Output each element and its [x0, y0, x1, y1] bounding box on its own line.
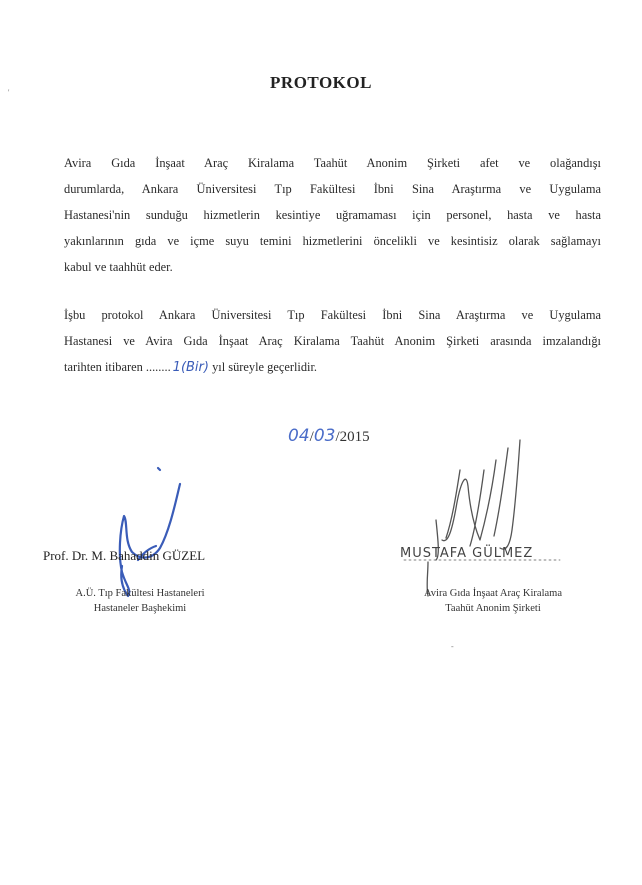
- left-signatory-organization: [55, 586, 225, 616]
- document-title: PROTOKOL: [270, 73, 372, 92]
- validity-suffix: yıl süreyle geçerlidir.: [208, 360, 318, 374]
- left-signature: [120, 468, 180, 596]
- paragraph-line: kabul ve taahhüt eder.: [64, 260, 173, 274]
- paragraph-line: Avira Gıda İnşaat Araç Kiralama Taahüt Anonim Şirketi afet ve olağandışı: [64, 156, 601, 170]
- right-signatory-organization: [408, 586, 578, 616]
- right-signatory-handwritten-name: MUSTAFA GÜLMEZ: [400, 546, 534, 561]
- right-org-line: Taahüt Anonim Şirketi: [445, 603, 541, 614]
- date-month: 03: [313, 426, 336, 446]
- scan-mark: ': [8, 88, 10, 97]
- paragraph-line: Hastanesi'nin sunduğu hizmetlerin kesintiye uğramaması için personel, hasta ve hasta: [64, 208, 601, 222]
- validity-prefix: tarihten itibaren ........: [64, 360, 171, 374]
- paragraph-line: Hastanesi ve Avira Gıda İnşaat Araç Kiralama Taahüt Anonim Şirketi arasında imzalandığı: [64, 334, 601, 348]
- left-signatory-name: Prof. Dr. M. Bahaddin GÜZEL: [43, 548, 206, 563]
- date-separator: /: [335, 429, 340, 445]
- left-org-line: Hastaneler Başhekimi: [93, 603, 187, 614]
- date-year: 2015: [339, 429, 370, 445]
- paragraph-line: İşbu protokol Ankara Üniversitesi Tıp Fakültesi İbni Sina Araştırma ve Uygulama: [64, 308, 601, 322]
- date-day: 04: [288, 426, 310, 446]
- date-separator: /: [309, 429, 314, 445]
- scan-mark: -: [451, 642, 454, 651]
- left-org-line: A.Ü. Tıp Fakültesi Hastaneleri: [75, 588, 205, 599]
- right-signature: [404, 440, 560, 596]
- paragraph-line: durumlarda, Ankara Üniversitesi Tıp Fakültesi İbni Sina Araştırma ve Uygulama: [64, 182, 601, 196]
- paragraph-line: yakınlarının gıda ve içme suyu temini hizmetlerini öncelikli ve kesintisiz olarak sağlamayı: [64, 234, 601, 248]
- right-org-line: Avira Gıda İnşaat Araç Kiralama: [424, 588, 562, 599]
- handwritten-years: 1(Bir): [172, 360, 209, 375]
